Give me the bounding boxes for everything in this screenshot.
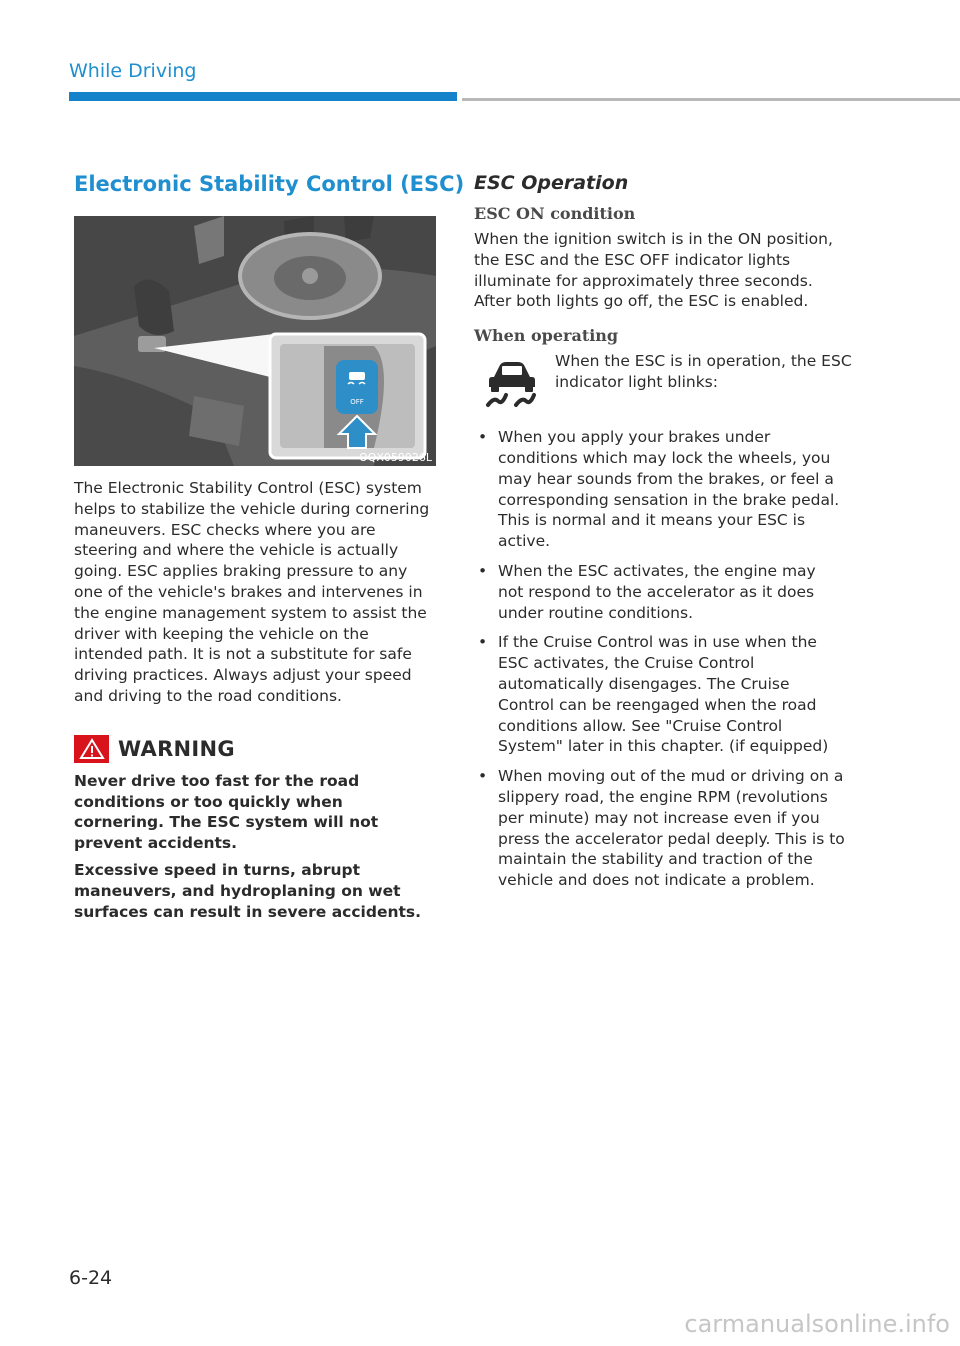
when-operating-title: When operating [474, 326, 619, 346]
warning-text-2: Excessive speed in turns, abrupt maneuvers, and hydroplaning on wet surfaces can result in severe accidents. [74, 860, 422, 921]
bullet-dot: • [478, 428, 488, 447]
bullet-dot: • [478, 767, 488, 786]
list-item-text: When moving out of the mud or driving on a slippery road, the engine RPM (revolutions per minute) may not increase even if you press the accelerator pedal deeply. This is to maintain the stability and traction of the vehicle and does not indicate a problem. [498, 767, 845, 890]
esc-skid-icon [482, 353, 542, 413]
left-column [74, 172, 465, 922]
esc-on-condition-title: ESC ON condition [474, 204, 636, 223]
section-title: Electronic Stability Control (ESC) [74, 172, 465, 196]
header-blue-rule [69, 92, 457, 101]
figure-code: OQX059026L [359, 451, 432, 464]
list-item-text: If the Cruise Control was in use when the ESC activates, the Cruise Control automatically disengages. The Cruise Control can be reengaged when the road conditions allow. See "Cruise Control System" later in this chapter. (if equipped) [498, 633, 829, 756]
right-column [474, 172, 852, 900]
list-item [474, 427, 846, 552]
warning-title: WARNING [118, 736, 235, 761]
warning-text-1: Never drive too fast for the road conditions or too quickly when cornering. The ESC system will not prevent accidents. [74, 771, 379, 853]
operating-indicator-text: When the ESC is in operation, the ESC indicator light blinks: [555, 352, 852, 391]
warning-header [74, 735, 436, 763]
warning-box [74, 735, 436, 923]
off-button-label: OFF [350, 398, 364, 406]
chapter-header: While Driving [69, 60, 197, 82]
bullet-dot: • [478, 561, 488, 580]
page-number: 6-24 [69, 1267, 113, 1289]
dashboard-illustration [74, 216, 436, 466]
operating-bullet-list [474, 427, 846, 891]
operating-indicator-row [474, 351, 852, 411]
dashboard-figure [74, 216, 436, 466]
esc-description: The Electronic Stability Control (ESC) system helps to stabilize the vehicle during cornering maneuvers. ESC checks where you are steering and where the vehicle is actually going. ESC applies braking pressure to any one of the vehicle's brakes and intervenes in the engine management system to assist the driver with keeping the vehicle on the intended path. It is not a substitute for safe driving practices. Always adjust your speed and driving to the road conditions. [74, 479, 430, 705]
watermark: carmanualsonline.info [684, 1310, 950, 1338]
warning-triangle-icon [74, 735, 109, 763]
list-item [474, 766, 846, 891]
esc-on-condition-text: When the ignition switch is in the ON position, the ESC and the ESC OFF indicator lights illuminate for approximately three seconds. After both lights go off, the ESC is enabled. [474, 230, 833, 311]
esc-operation-title: ESC Operation [474, 172, 629, 194]
bullet-dot: • [478, 633, 488, 652]
list-item-text: When the ESC activates, the engine may not respond to the accelerator as it does under routine conditions. [498, 561, 816, 622]
list-item [474, 561, 846, 623]
list-item [474, 632, 846, 757]
header-gray-rule [462, 98, 960, 101]
list-item-text: When you apply your brakes under conditions which may lock the wheels, you may hear sounds from the brakes, or feel a corresponding sensation in the brake pedal. This is normal and it means your ESC is active. [498, 428, 840, 551]
